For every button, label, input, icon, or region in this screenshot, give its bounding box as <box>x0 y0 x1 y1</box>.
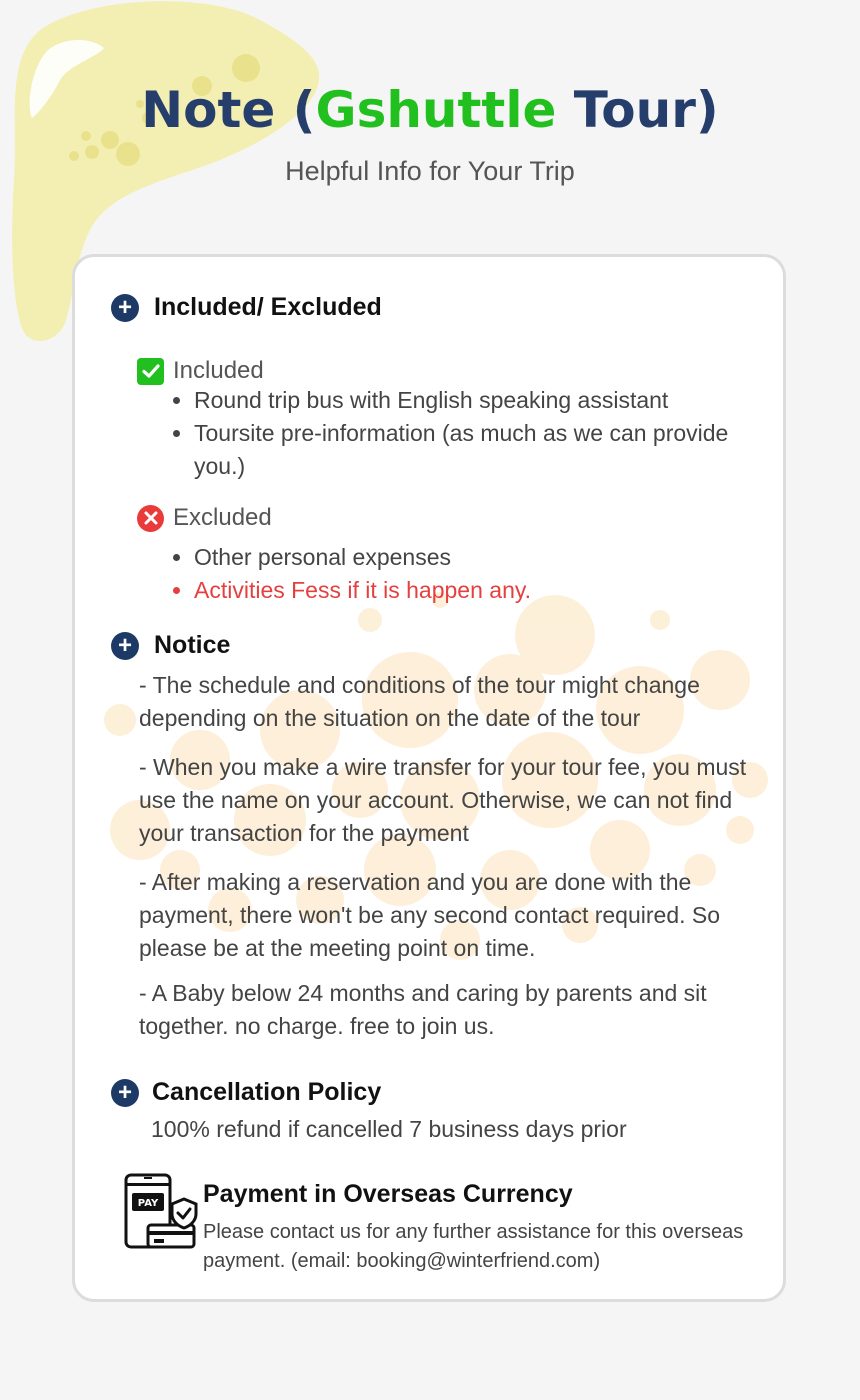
list-item: • Other personal expenses <box>194 541 734 574</box>
cancellation-title: Cancellation Policy <box>152 1078 382 1106</box>
mobile-payment-icon <box>124 1173 200 1249</box>
excluded-heading <box>137 504 272 532</box>
pay-icon-label: PAY <box>137 1198 159 1209</box>
payment-title: Payment in Overseas Currency <box>203 1180 573 1208</box>
included-label: Included <box>173 357 264 384</box>
list-item: • Activities Fess if it is happen any. <box>194 574 734 607</box>
cancellation-heading <box>111 1078 381 1107</box>
notice-title: Notice <box>154 631 231 659</box>
excluded-list <box>172 541 734 607</box>
list-item: • Round trip bus with English speaking assistant <box>194 384 734 417</box>
checkmark-icon <box>137 358 164 385</box>
included-excluded-title: Included/ Excluded <box>154 293 382 321</box>
notice-item: - When you make a wire transfer for your tour fee, you must use the name on your account. Otherwise, we can not find your transaction for the payment <box>139 754 747 846</box>
title-brand: Gshuttle <box>315 81 557 139</box>
title-suffix: Tour) <box>556 81 719 139</box>
included-heading <box>137 357 264 385</box>
payment-text: Please contact us for any further assistance for this overseas payment. (email: booking@winterfriend.com) <box>203 1221 744 1272</box>
notice-item: - After making a reservation and you are done with the payment, there won't be any second contact required. So please be at the meeting point on time. <box>139 869 721 961</box>
list-item: • Toursite pre-information (as much as we can provide you.) <box>194 417 734 483</box>
included-list <box>172 384 734 483</box>
included-excluded-heading <box>111 293 382 322</box>
notice-item: - A Baby below 24 months and caring by parents and sit together. no charge. free to join us. <box>139 980 707 1039</box>
cancellation-text: 100% refund if cancelled 7 business days prior <box>151 1116 627 1142</box>
plus-circle-icon: + <box>111 294 139 322</box>
notice-item: - The schedule and conditions of the tour might change depending on the situation on the date of the tour <box>139 672 700 731</box>
plus-circle-icon: + <box>111 1079 139 1107</box>
page-subtitle: Helpful Info for Your Trip <box>285 156 575 186</box>
plus-circle-icon: + <box>111 632 139 660</box>
excluded-label: Excluded <box>173 504 272 531</box>
notice-heading <box>111 631 230 660</box>
title-prefix: Note ( <box>141 81 316 139</box>
x-circle-icon <box>137 505 164 532</box>
